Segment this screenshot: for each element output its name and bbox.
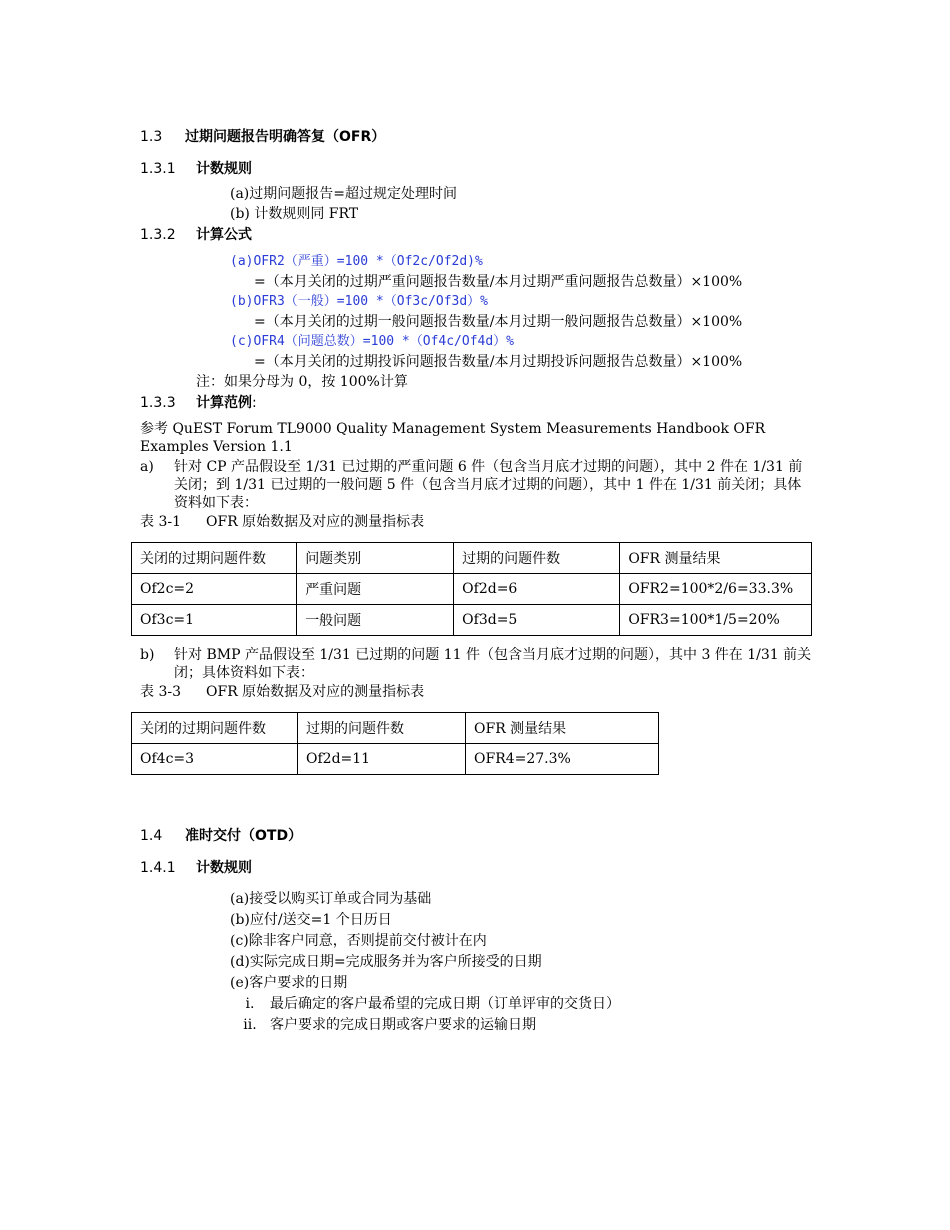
- table-cell: 一般问题: [297, 605, 454, 636]
- example-label: b): [140, 647, 155, 663]
- formula-ofr3: (b)OFR3（一般）=100 *（Of3c/Of3d）%: [230, 294, 489, 309]
- section-heading-1-3-2: [140, 224, 812, 246]
- formula-note: 注：如果分母为 0，按 100%计算: [196, 374, 408, 390]
- table-cell: Of2c=2: [132, 574, 297, 605]
- section-title: 计数规则: [196, 161, 252, 177]
- example-text: 针对 CP 产品假设至 1/31 已过期的严重问题 6 件（包含当月底才过期的问题），其中 2 件在 1/31 前关闭；到 1/31 已过期的一般问题 5 件（包含当月底才过期的问题），其中 1 件在 1/31 前关闭；具体资料如下表：: [174, 459, 803, 511]
- table-row: [132, 574, 812, 605]
- caption-text: OFR 原始数据及对应的测量指标表: [206, 514, 425, 530]
- table-row: [132, 605, 812, 636]
- example-a: [140, 458, 812, 512]
- table-cell: OFR3=100*1/5=20%: [620, 605, 812, 636]
- section-heading-1-3-1: [140, 158, 812, 180]
- rule-item: (b) 计数规则同 FRT: [230, 206, 359, 222]
- table-header-row: [132, 713, 659, 744]
- subitem-text: 最后确定的客户最希望的完成日期（订单评审的交货日）: [270, 996, 620, 1012]
- section-number: 1.3.3: [140, 395, 176, 411]
- rule-subitem: [140, 1015, 812, 1036]
- caption-number: 表 3-1: [140, 514, 181, 530]
- caption-text: OFR 原始数据及对应的测量指标表: [206, 684, 425, 700]
- table-header-cell: 问题类别: [297, 543, 454, 574]
- rule-item: (a)接受以购买订单或合同为基础: [230, 891, 432, 907]
- section-number: 1.4.1: [140, 860, 176, 876]
- table-cell: Of3d=5: [454, 605, 620, 636]
- section-number: 1.3.1: [140, 161, 176, 177]
- document-body: [140, 126, 812, 1036]
- table-cell: Of2d=11: [298, 744, 466, 775]
- section-heading-1-4-1: [140, 857, 812, 879]
- table-cell: OFR2=100*2/6=33.3%: [620, 574, 812, 605]
- table-caption-3-3: [140, 682, 812, 702]
- example-text: 针对 BMP 产品假设至 1/31 已过期的问题 11 件（包含当月底才过期的问题），其中 3 件在 1/31 前关闭；具体资料如下表：: [174, 647, 812, 681]
- formula-ofr4: (c)OFR4（问题总数）=100 *（Of4c/Of4d）%: [230, 334, 515, 349]
- section-title: 计数规则: [196, 860, 252, 876]
- table-header-cell: OFR 测量结果: [466, 713, 659, 744]
- rule-item: (b)应付/送交=1 个日历日: [230, 912, 392, 928]
- table-cell: 严重问题: [297, 574, 454, 605]
- rule-item: (a)过期问题报告=超过规定处理时间: [230, 186, 458, 202]
- ofr-table-3-1: [131, 542, 812, 636]
- formula-ofr2-definition: =（本月关闭的过期严重问题报告数量/本月过期严重问题报告总数量）×100%: [254, 274, 743, 290]
- section-number: 1.4: [140, 828, 163, 844]
- table-header-row: [132, 543, 812, 574]
- table-header-cell: 过期的问题件数: [298, 713, 466, 744]
- section-title: 计算公式: [196, 227, 252, 243]
- formula-ofr2: (a)OFR2（严重）=100 *（Of2c/Of2d)%: [230, 254, 483, 269]
- otd-rules-list: [140, 889, 812, 1036]
- section-title: 计算范例: [196, 395, 252, 411]
- table-caption-3-1: [140, 512, 812, 532]
- table-header-cell: 关闭的过期问题件数: [132, 713, 298, 744]
- formula-ofr3-definition: =（本月关闭的过期一般问题报告数量/本月过期一般问题报告总数量）×100%: [254, 314, 743, 330]
- table-cell: Of4c=3: [132, 744, 298, 775]
- subitem-number: ii.: [243, 1017, 257, 1033]
- table-header-cell: 过期的问题件数: [454, 543, 620, 574]
- rule-item: (d)实际完成日期=完成服务并为客户所接受的日期: [230, 954, 542, 970]
- rule-subitem: [140, 994, 812, 1015]
- section-heading-1-3-3: 1.3.3 计算范例:: [140, 392, 812, 414]
- section-title: 准时交付（OTD）: [185, 828, 303, 844]
- section-heading-1-3: [140, 126, 812, 148]
- rule-item: (e)客户要求的日期: [230, 975, 348, 991]
- example-label: a): [140, 459, 154, 475]
- rule-item: (c)除非客户同意，否则提前交付被计在内: [230, 933, 487, 949]
- table-cell: OFR4=27.3%: [466, 744, 659, 775]
- reference-paragraph: 参考 QuEST Forum TL9000 Quality Management System Measurements Handbook OFR Examples Version 1.1: [140, 421, 766, 455]
- section-number: 1.3.2: [140, 227, 176, 243]
- section-heading-1-4: [140, 825, 812, 847]
- caption-number: 表 3-3: [140, 684, 181, 700]
- table-row: [132, 744, 659, 775]
- formula-ofr4-definition: =（本月关闭的过期投诉问题报告数量/本月过期投诉问题报告总数量）×100%: [254, 354, 743, 370]
- ofr-table-3-3: [131, 712, 659, 775]
- subitem-text: 客户要求的完成日期或客户要求的运输日期: [270, 1017, 536, 1033]
- section-title: 过期问题报告明确答复（OFR）: [185, 129, 386, 145]
- example-b: [140, 646, 812, 682]
- table-cell: Of2d=6: [454, 574, 620, 605]
- table-cell: Of3c=1: [132, 605, 297, 636]
- table-header-cell: 关闭的过期问题件数: [132, 543, 297, 574]
- table-header-cell: OFR 测量结果: [620, 543, 812, 574]
- section-number: 1.3: [140, 129, 163, 145]
- subitem-number: i.: [245, 996, 255, 1012]
